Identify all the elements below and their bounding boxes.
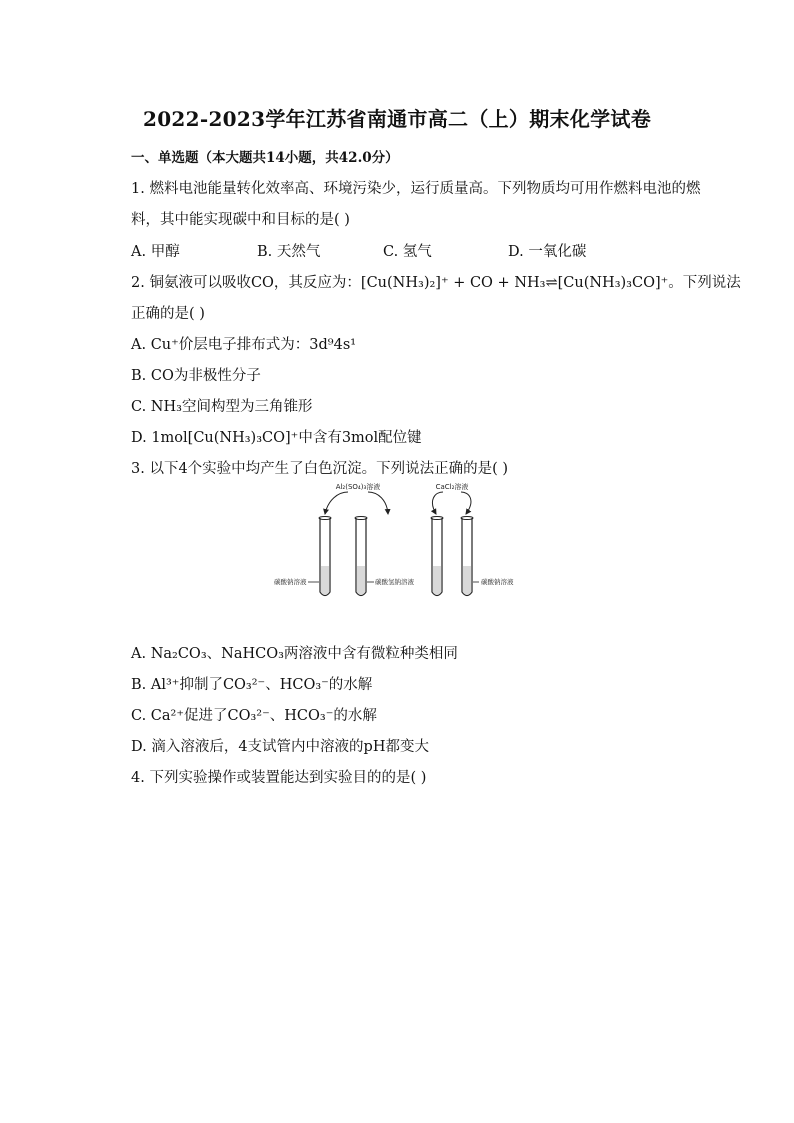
arrow-to-tube-4 [461,492,471,514]
q2-stem-line1: 2. 铜氨液可以吸收CO，其反应为：[Cu(NH₃)₂]⁺ + CO + NH₃⇌[Cu(NH₃)₃CO]⁺。下列说法 [131,275,741,291]
arrow-to-tube-1 [325,492,348,514]
q1-option-a: A. 甲醇 [131,244,180,260]
exam-title: 2022-2023学年江苏省南通市高二（上）期末化学试卷 [142,107,652,131]
q1-stem-line1: 1. 燃料电池能量转化效率高、环境污染少，运行质量高。下列物质均可用作燃料电池的燃 [131,181,701,197]
test-tube-figure [270,478,530,604]
q2-option-c: C. NH₃空间构型为三角锥形 [131,399,313,415]
test-tube-4 [461,517,473,596]
q3-option-a: A. Na₂CO₃、NaHCO₃两溶液中含有微粒种类相同 [131,646,458,662]
q2-option-a: A. Cu⁺价层电子排布式为：3d⁹4s¹ [131,337,357,353]
label-al2so43-solution: Al₂(SO₄)₃溶液 [335,483,381,491]
q2-option-b: B. CO为非极性分子 [131,368,261,384]
test-tube-1 [319,517,331,596]
test-tube-3 [431,517,443,596]
tube-2-label: 碳酸氢钠溶液 [375,578,414,586]
test-tube-2 [355,517,367,596]
q1-stem-line2: 料，其中能实现碳中和目标的是( ) [131,212,350,228]
q1-option-c: C. 氢气 [383,244,432,260]
q3-option-b: B. Al³⁺抑制了CO₃²⁻、HCO₃⁻的水解 [131,677,373,693]
q3-option-d: D. 滴入溶液后，4支试管内中溶液的pH都变大 [131,739,429,755]
arrow-to-tube-2 [368,492,388,514]
q1-option-d: D. 一氧化碳 [508,244,587,260]
section-heading: 一、单选题（本大题共14小题，共42.0分） [131,150,399,166]
q1-option-b: B. 天然气 [257,244,321,260]
q3-stem: 3. 以下4个实验中均产生了白色沉淀。下列说法正确的是( ) [131,461,509,477]
tube-1-label: 碳酸钠溶液 [274,578,307,586]
q2-option-d: D. 1mol[Cu(NH₃)₃CO]⁺中含有3mol配位键 [131,430,422,446]
arrow-to-tube-3 [432,492,443,514]
q2-stem-line2: 正确的是( ) [131,306,205,322]
label-cacl2-solution: CaCl₂溶液 [435,483,469,491]
q3-option-c: C. Ca²⁺促进了CO₃²⁻、HCO₃⁻的水解 [131,708,377,724]
q4-stem: 4. 下列实验操作或装置能达到实验目的的是( ) [131,770,427,786]
tube-4-label: 碳酸钠溶液 [481,578,514,586]
